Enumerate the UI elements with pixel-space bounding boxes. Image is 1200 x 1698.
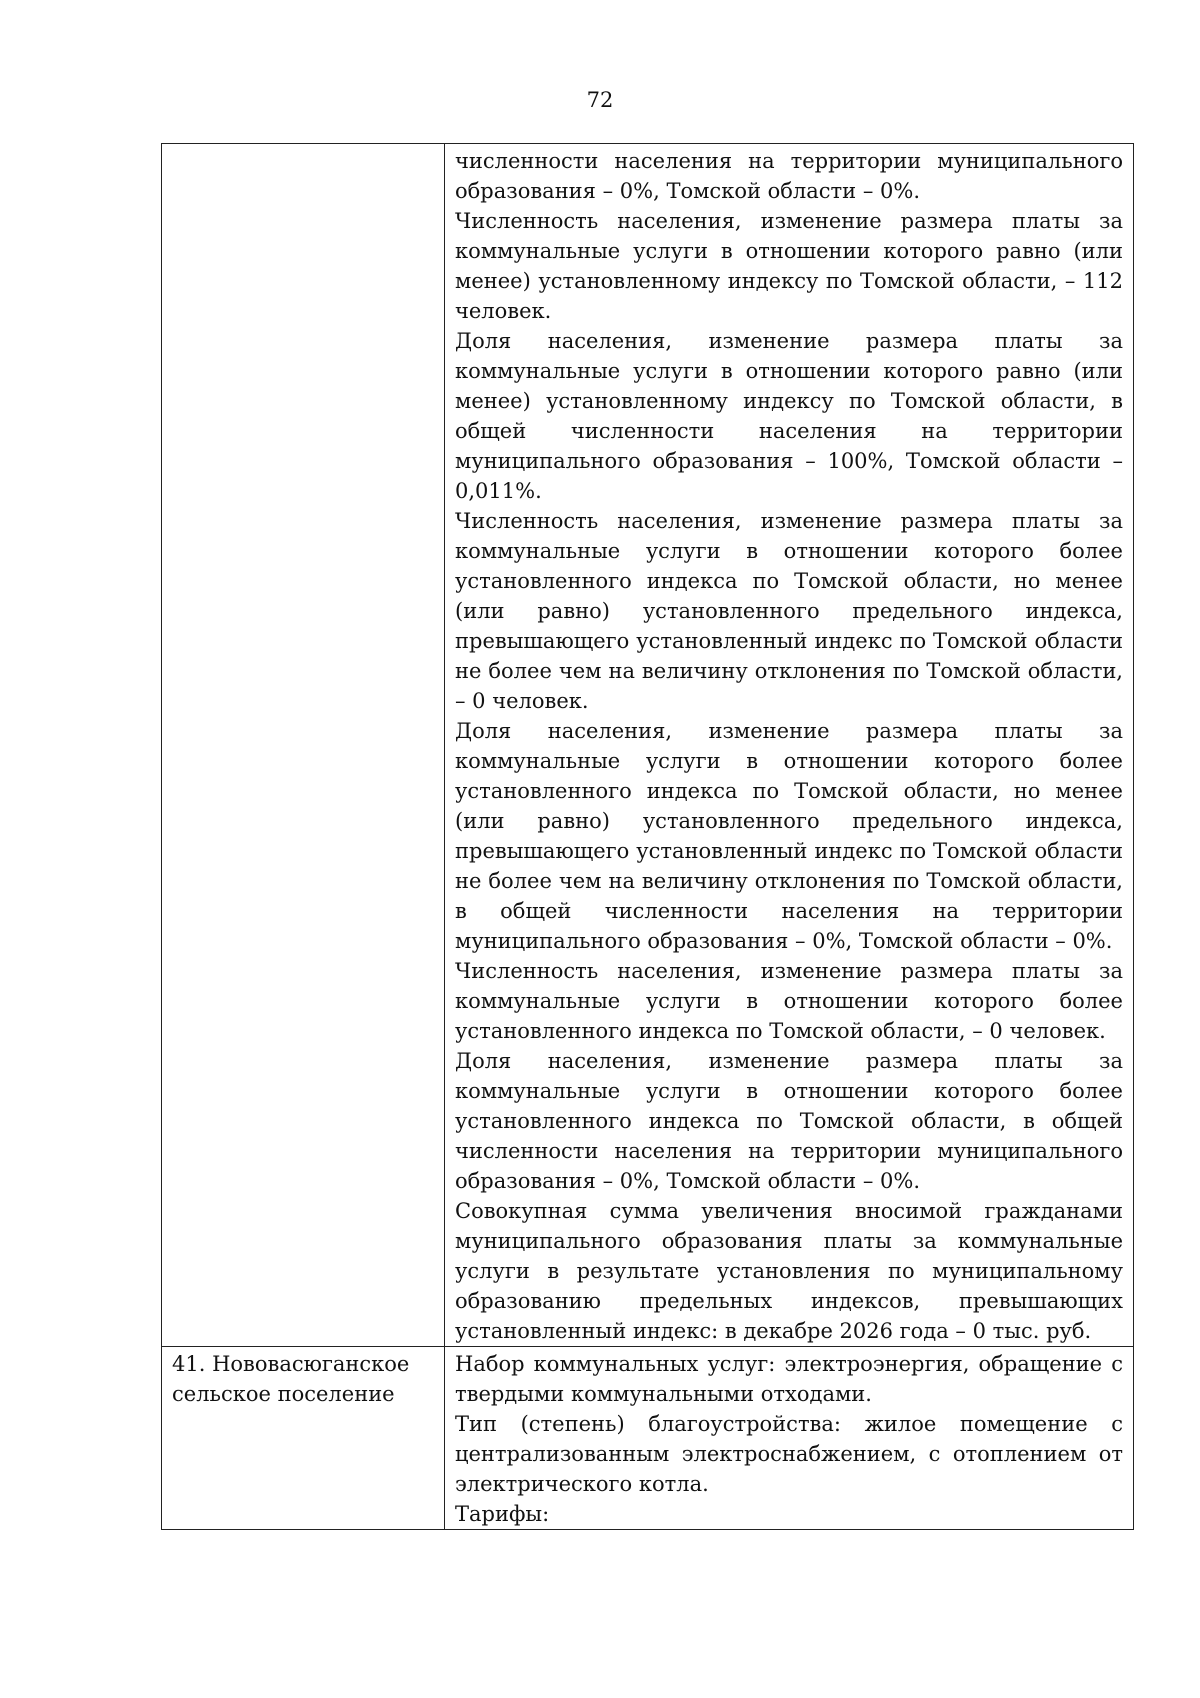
municipality-cell: [162, 144, 445, 1347]
table-row: [162, 144, 1134, 1347]
indicators-cell: [445, 144, 1134, 1347]
paragraph: Доля населения, изменение размера платы за коммунальные услуги в отношении которого более установленного индекса по Томской области, в общей численности населения на территории муниципального образования – 0%, Томской области – 0%.: [455, 1049, 1123, 1193]
paragraph: Численность населения, изменение размера платы за коммунальные услуги в отношении которого более установленного индекса по Томской области, – 0 человек.: [455, 959, 1123, 1043]
paragraph: Доля населения, изменение размера платы за коммунальные услуги в отношении которого более установленного индекса по Томской области, но менее (или равно) установленного предельного индекса, превышающего установленный индекс по Томской области не более чем на величину отклонения по Томской области, в общей численности населения на территории муниципального образования – 0%, Томской области – 0%.: [455, 719, 1123, 953]
paragraph: численности населения на территории муниципального образования – 0%, Томской области – 0%.: [455, 149, 1123, 203]
paragraph: Тарифы:: [455, 1502, 550, 1526]
paragraph: Численность населения, изменение размера платы за коммунальные услуги в отношении которого равно (или менее) установленному индексу по Томской области, – 112 человек.: [455, 209, 1123, 323]
page-number: 72: [586, 88, 614, 112]
municipality-name: 41. Нововасюганское сельское поселение: [172, 1352, 410, 1406]
paragraph: Набор коммунальных услуг: электроэнергия, обращение с твердыми коммунальными отходами.: [455, 1352, 1123, 1406]
paragraph: Совокупная сумма увеличения вносимой гражданами муниципального образования платы за коммунальные услуги в результате установления по муниципальному образованию предельных индексов, превышающих установленный индекс: в декабре 2026 года – 0 тыс. руб.: [455, 1199, 1123, 1343]
indicators-cell: [445, 1347, 1134, 1530]
municipality-cell: [162, 1347, 445, 1530]
municipality-table: [161, 143, 1134, 1530]
paragraph: Численность населения, изменение размера платы за коммунальные услуги в отношении которого более установленного индекса по Томской области, но менее (или равно) установленного предельного индекса, превышающего установленный индекс по Томской области не более чем на величину отклонения по Томской области, – 0 человек.: [455, 509, 1123, 713]
paragraph: Доля населения, изменение размера платы за коммунальные услуги в отношении которого равно (или менее) установленному индексу по Томской области, в общей численности населения на территории муниципального образования – 100%, Томской области – 0,011%.: [455, 329, 1123, 503]
paragraph: Тип (степень) благоустройства: жилое помещение с централизованным электроснабжением, с отоплением от электрического котла.: [455, 1412, 1123, 1496]
table-row: [162, 1347, 1134, 1530]
